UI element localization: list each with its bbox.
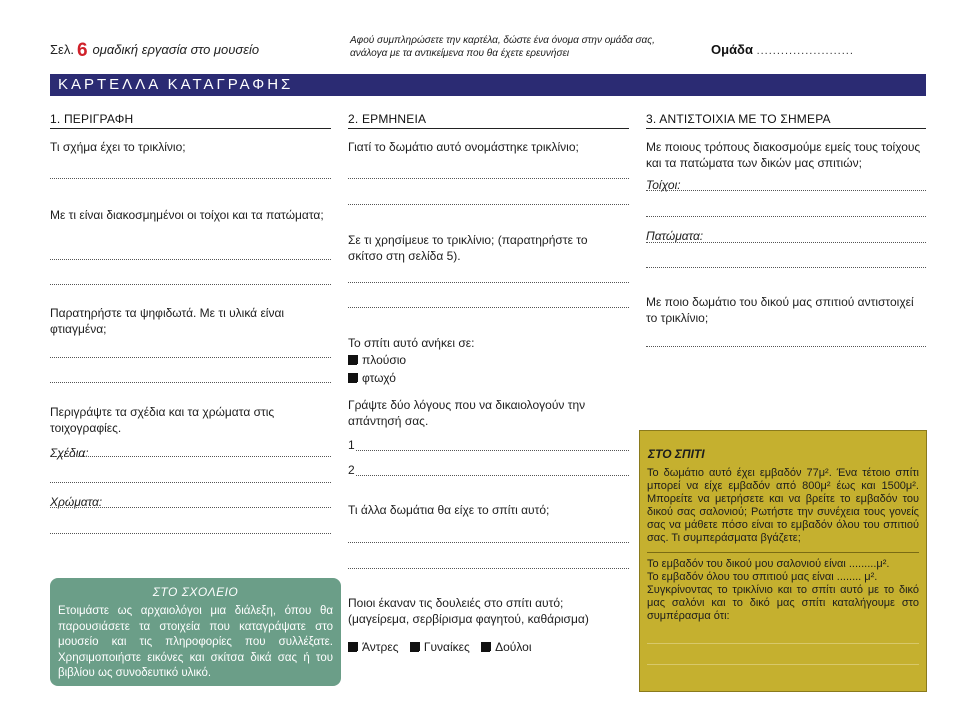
answer-line[interactable] (348, 307, 629, 308)
divider (647, 552, 919, 553)
at-home-intro: Το δωμάτιο αυτό έχει εμβαδόν 77μ². Ένα τέτοιο σπίτι μπορεί να είχε εμβαδόν από 800μ² έως και 1500μ². Μπορείτε να μετρήσετε και να βρείτε το εμβαδόν του δικού σας σαλονιού; Ρωτήστε την συνέχεια τους γονείς σας να μάθετε πόσο είναι το εμβαδόν όλου του σπιτιού σας. Τι συμπεράσματα βγάζετε; (647, 467, 919, 544)
group-name-field[interactable] (711, 42, 854, 57)
page-header (50, 40, 259, 62)
answer-line[interactable] (50, 178, 331, 179)
at-home-box (639, 430, 927, 692)
heading-description: 1. ΠΕΡΙΓΡΑΦΗ (50, 112, 134, 126)
question-modern-decoration: Με ποιους τρόπους διακοσμούμε εμείς τους τοίχους και τα πατώματα των δικών μας σπιτιών; (646, 140, 921, 170)
at-school-text: Ετοιμάστε ως αρχαιολόγοι μια διάλεξη, όπου θα παρουσιάσετε τα στοιχεία που καταγράψατε στο μουσείο και τις πληροφορίες που συλλέξατε. Χρησιμοποιήστε εικόνες και σκίτσα δικά σας ή του βιβλίου ως συνοδευτικό υλικό. (58, 605, 333, 679)
answer-line[interactable] (348, 568, 629, 569)
group-label: Ομάδα (711, 42, 753, 57)
checkbox-icon[interactable] (348, 355, 358, 365)
question-owner: Το σπίτι αυτό ανήκει σε: (348, 336, 475, 350)
instructions-text: Αφού συμπληρώσετε την καρτέλα, δώστε ένα όνομα στην ομάδα σας, ανάλογα με τα αντικείμενα που θα έχετε ερευνήσει (350, 35, 655, 59)
checkbox-icon[interactable] (348, 642, 358, 652)
answer-line[interactable] (646, 267, 926, 268)
at-school-box (50, 578, 341, 686)
page-subtitle: ομαδική εργασία στο μουσείο (92, 42, 260, 57)
heading-rule (50, 128, 331, 129)
answer-line[interactable] (646, 190, 926, 191)
answer-line[interactable] (50, 456, 331, 457)
option-label: πλούσιο (362, 353, 407, 367)
question-mosaics: Παρατηρήστε τα ψηφιδωτά. Με τι υλικά είναι φτιαγμένα; (50, 306, 285, 336)
question-other-rooms: Τι άλλα δωμάτια θα είχε το σπίτι αυτό; (348, 503, 550, 517)
answer-line[interactable] (356, 450, 629, 451)
answer-line[interactable] (646, 216, 926, 217)
conclusion-prompt: Συγκρίνοντας το τρικλίνιο και το σπίτι αυτό με το δικό μας σαλόνι και το δικό μας σπίτι καταλήγουμε στο συμπέρασμα ότι: (647, 584, 919, 622)
question-use: Σε τι χρησίμευε το τρικλίνιο; (παρατηρήστε το σκίτσο στη σελίδα 5). (348, 233, 588, 263)
answer-line[interactable] (348, 542, 629, 543)
answer-line[interactable] (50, 507, 331, 508)
answer-line[interactable] (356, 475, 629, 476)
answer-line[interactable] (348, 282, 629, 283)
option-poor[interactable] (348, 369, 396, 387)
label-designs: Σχέδια: (50, 446, 89, 460)
answer-line[interactable] (50, 259, 331, 260)
page-number: 6 (76, 40, 88, 61)
page-prefix: Σελ. (50, 42, 74, 57)
card-title-banner: ΚΑΡΤΕΛΛΑ ΚΑΤΑΓΡΑΦΗΣ (50, 74, 926, 96)
option-women[interactable] (410, 640, 470, 654)
reason-number-2: 2 (348, 463, 355, 477)
option-label: Γυναίκες (423, 640, 470, 654)
question-frescoes: Περιγράψτε τα σχέδια και τα χρώματα στις τοιχογραφίες. (50, 405, 275, 435)
house-area-line[interactable]: Το εμβαδόν όλου του σπιτιού μας είναι ........ μ². (647, 571, 878, 583)
label-floors: Πατώματα: (646, 229, 704, 243)
question-why-triclinium: Γιατί το δωμάτιο αυτό ονομάστηκε τρικλίνιο; (348, 140, 579, 154)
option-rich[interactable] (348, 351, 406, 369)
option-label: Δούλοι (495, 640, 532, 654)
question-reasons: Γράψτε δύο λόγους που να δικαιολογούν την απάντησή σας. (348, 398, 586, 428)
answer-line[interactable] (646, 346, 926, 347)
option-label: Άντρες (362, 640, 399, 654)
housework-options (348, 638, 540, 656)
answer-line[interactable] (50, 357, 331, 358)
group-dots: ........................ (756, 45, 854, 57)
label-walls: Τοίχοι: (646, 178, 681, 192)
answer-line[interactable] (348, 204, 629, 205)
reason-number-1: 1 (348, 438, 355, 452)
question-shape: Τι σχήμα έχει το τρικλίνιο; (50, 140, 186, 154)
at-school-title: ΣΤΟ ΣΧΟΛΕΙΟ (152, 585, 239, 599)
heading-interpretation: 2. ΕΡΜΗΝΕΙΑ (348, 112, 427, 126)
answer-line[interactable] (50, 533, 331, 534)
question-decoration: Με τι είναι διακοσμημένοι οι τοίχοι και τα πατώματα; (50, 208, 324, 222)
option-men[interactable] (348, 640, 399, 654)
checkbox-icon[interactable] (410, 642, 420, 652)
answer-line[interactable] (50, 284, 331, 285)
answer-line[interactable] (647, 643, 919, 644)
question-housework: Ποιοι έκαναν τις δουλειές στο σπίτι αυτό; (μαγείρεμα, σερβίρισμα φαγητού, καθάρισμα) (348, 596, 589, 626)
label-colors: Χρώματα: (50, 495, 103, 509)
heading-rule (348, 128, 629, 129)
answer-line[interactable] (348, 178, 629, 179)
answer-line[interactable] (50, 382, 331, 383)
checkbox-icon[interactable] (348, 373, 358, 383)
answer-line[interactable] (50, 482, 331, 483)
heading-today: 3. ΑΝΤΙΣΤΟΙΧΙΑ ΜΕ ΤΟ ΣΗΜΕΡΑ (646, 112, 831, 126)
living-room-area-line[interactable]: Το εμβαδόν του δικού μου σαλονιού είναι .........μ². (647, 558, 890, 570)
answer-line[interactable] (647, 664, 919, 665)
option-label: φτωχό (362, 371, 396, 385)
heading-rule (646, 128, 926, 129)
checkbox-icon[interactable] (481, 642, 491, 652)
option-slaves[interactable] (481, 640, 531, 654)
question-corresponding-room: Με ποιο δωμάτιο του δικού μας σπιτιού αντιστοιχεί το τρικλίνιο; (646, 295, 914, 325)
at-home-title: ΣΤΟ ΣΠΙΤΙ (648, 447, 705, 461)
answer-line[interactable] (646, 242, 926, 243)
